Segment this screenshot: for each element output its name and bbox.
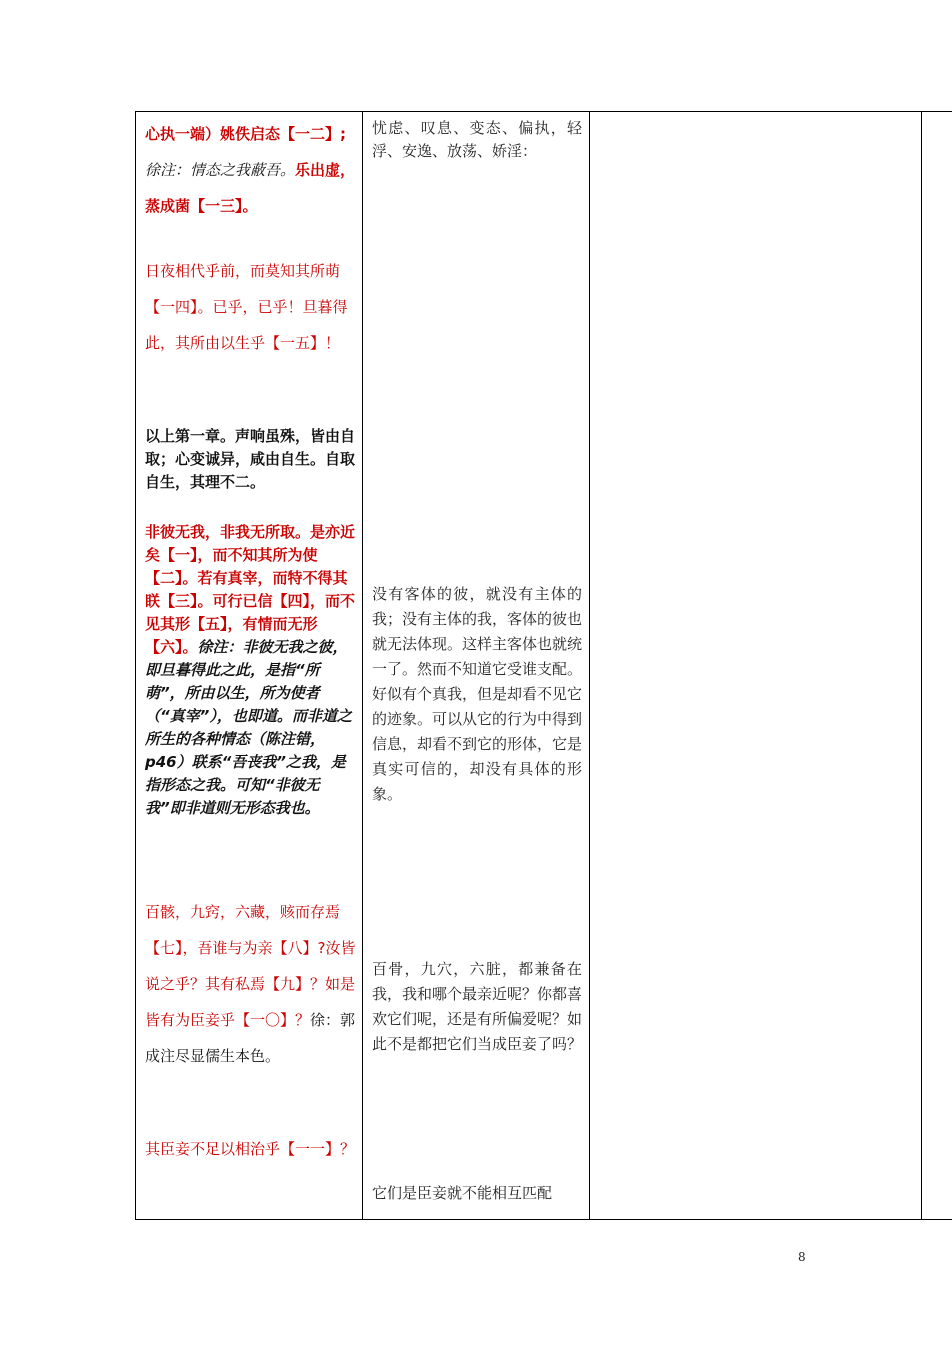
translation-column [363, 112, 589, 1219]
column-divider-3 [921, 111, 922, 1220]
paragraph-4-text: 非彼无我，非我无所取。是亦近矣【一】，而不知其所为使【二】。若有真宰，而特不得其眹【三】。可行已信【四】，而不见其形【五】，有情而无形【六】。 [145, 523, 356, 656]
page-number: 8 [798, 1250, 806, 1264]
paragraph-5 [145, 894, 357, 1074]
paragraph-1 [145, 116, 357, 224]
paragraph-1-text-a: 心执一端）姚佚启态【一二】; [145, 125, 346, 143]
paragraph-6: 其臣妾不足以相治乎【一一】？ [145, 1140, 356, 1158]
paragraph-4 [145, 521, 357, 820]
table-bottom-border [135, 1219, 952, 1220]
paragraph-3: 以上第一章。声响虽殊，皆由自取；心变诚异，咸由自生。自取自生，其理不二。 [145, 427, 356, 491]
column-divider-2 [589, 111, 590, 1220]
translation-4: 它们是臣妾就不能相互匹配 [372, 1184, 553, 1202]
paragraph-4-note: 徐注：非彼无我之彼，即旦暮得此之此，是指“所萌”，所由以生，所为使者（“真宰”），也即道。而非道之所生的各种情态（陈注错，p46）联系“吾丧我”之我，是指形态之我。可知“非彼无我”即非道则无形态我也。 [145, 638, 352, 817]
translation-1: 忧虑、叹息、变态、偏执，轻浮、安逸、放荡、娇淫： [372, 119, 582, 160]
translation-2: 没有客体的彼，就没有主体的我；没有主体的我，客体的彼也就无法体现。这样主客体也就统一了。然而不知道它受谁支配。好似有个真我，但是却看不见它的迹象。可以从它的行为中得到信息，却看不到它的形体，它是真实可信的，却没有具体的形象。 [372, 585, 583, 803]
translation-3: 百骨，九穴，六脏，都兼备在我，我和哪个最亲近呢？你都喜欢它们呢，还是有所偏爱呢？如此不是都把它们当成臣妾了吗？ [372, 960, 583, 1053]
paragraph-1-note: 徐注：情态之我蔽吾。 [145, 161, 296, 179]
original-text-column [136, 112, 362, 1219]
paragraph-5-text: 百骸，九窍，六藏，赅而存焉【七】，吾谁与为亲【八】?汝皆说之乎？其有私焉【九】？如是皆有为臣妾乎【一〇】？ [145, 903, 356, 1029]
paragraph-2: 日夜相代乎前，而莫知其所萌【一四】。已乎，已乎！旦暮得此，其所由以生乎【一五】！ [145, 262, 348, 352]
paragraph-1-text-b: 乐出虚，蒸成菌【一三】。 [145, 161, 356, 215]
paragraph-5-note: 徐：郭成注尽显儒生本色。 [145, 1011, 356, 1065]
